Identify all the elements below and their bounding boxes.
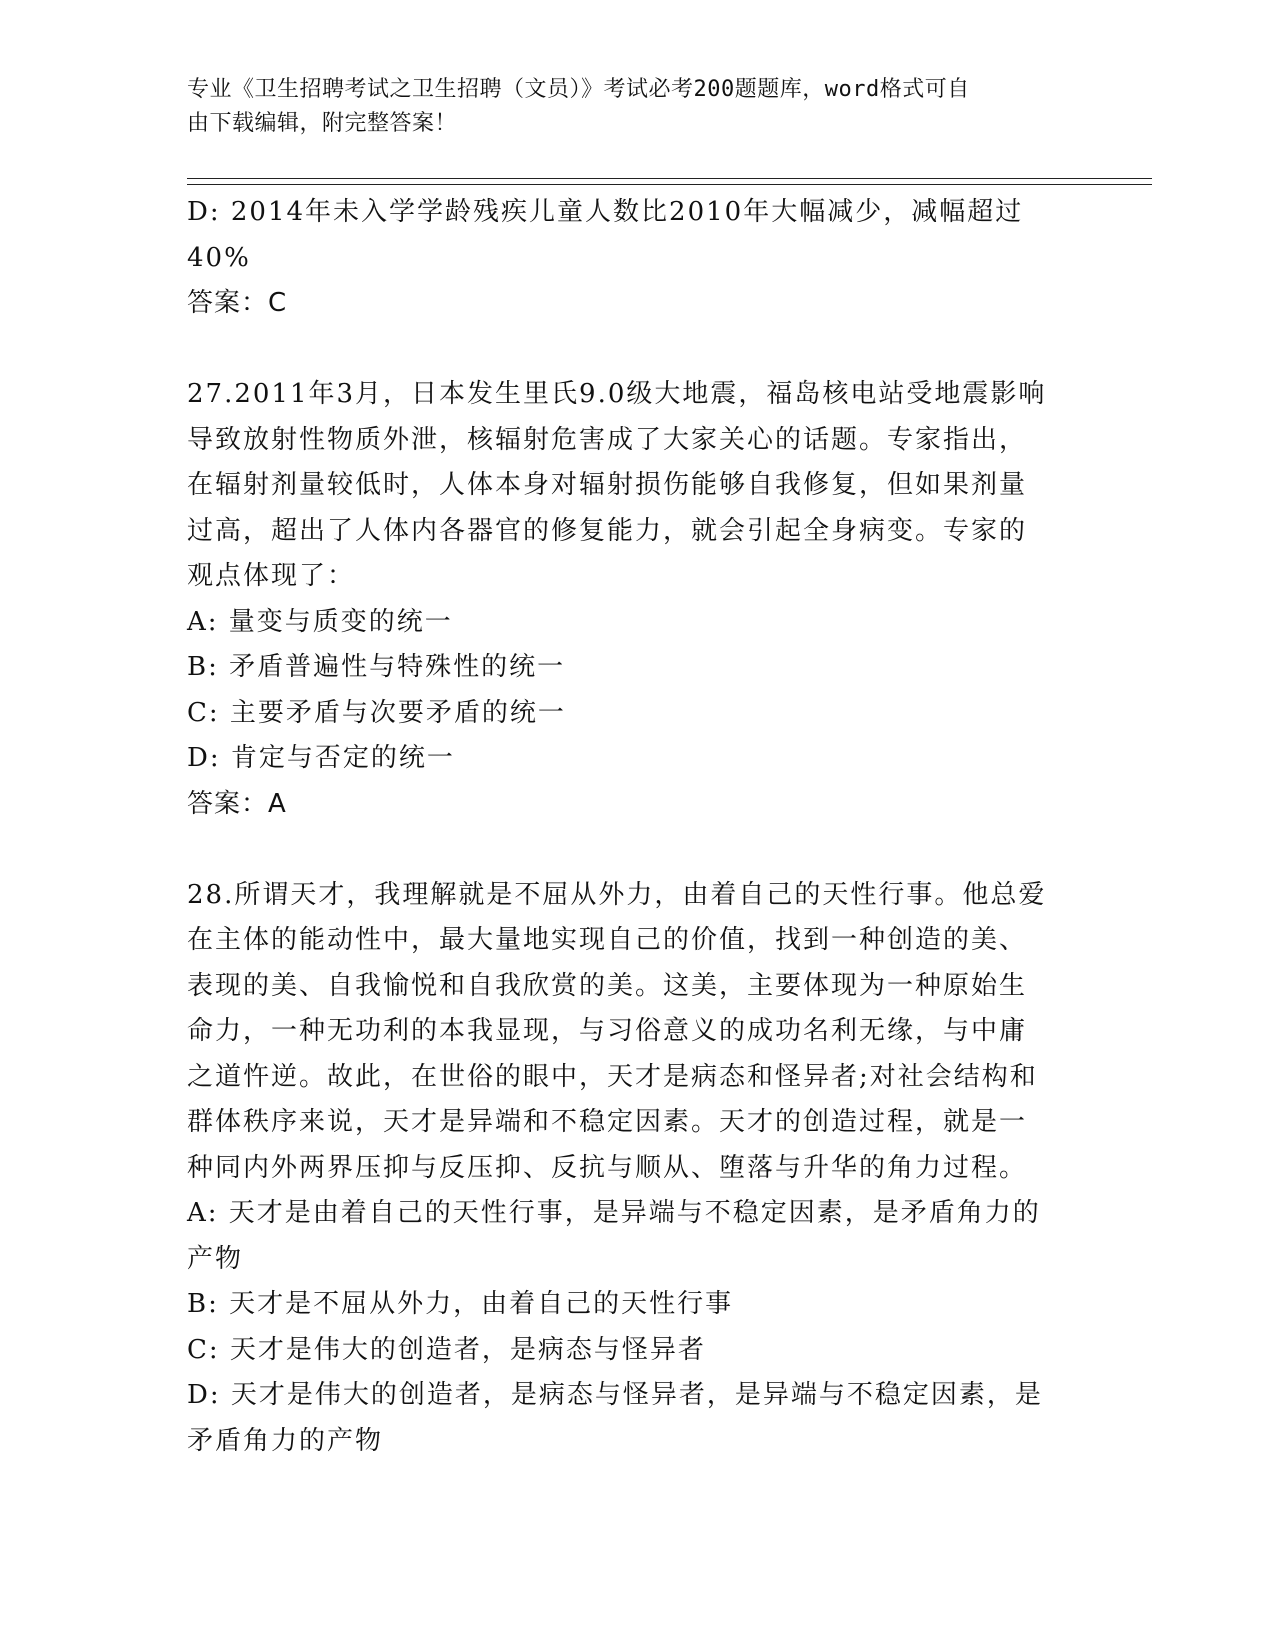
header-line-1: 专业《卫生招聘考试之卫生招聘（文员）》考试必考200题题库，word格式可自	[187, 77, 970, 102]
prev-option-d-line-1: D: 2014年未入学学龄残疾儿童人数比2010年大幅减少，减幅超过	[187, 197, 1024, 227]
q27-option-a: A: 量变与质变的统一	[187, 606, 453, 637]
q27-stem-line: 导致放射性物质外泄，核辐射危害成了大家关心的话题。专家指出，	[187, 424, 1028, 455]
document-body	[187, 190, 1087, 1464]
page-header	[187, 73, 1067, 141]
spacer	[187, 827, 1087, 873]
q28-stem-line: 在主体的能动性中，最大量地实现自己的价值，找到一种创造的美、	[187, 925, 1028, 955]
q28-stem-line: 表现的美、自我愉悦和自我欣赏的美。这美，主要体现为一种原始生	[187, 970, 1028, 1001]
q27-stem-line: 在辐射剂量较低时，人体本身对辐射损伤能够自我修复，但如果剂量	[187, 470, 1028, 500]
q27-stem-line: 观点体现了：	[187, 561, 356, 591]
prev-answer: 答案：C	[187, 288, 288, 318]
q28-option-a-line-1: A: 天才是由着自己的天性行事，是异端与不稳定因素，是矛盾角力的	[187, 1198, 1041, 1228]
q27-stem-line: 过高，超出了人体内各器官的修复能力，就会引起全身病变。专家的	[187, 515, 1028, 546]
q27-option-c: C: 主要矛盾与次要矛盾的统一	[187, 697, 566, 728]
spacer	[187, 327, 1087, 373]
q28-option-b: B: 天才是不屈从外力，由着自己的天性行事	[187, 1289, 734, 1319]
q28-stem-line: 之道忤逆。故此，在世俗的眼中，天才是病态和怪异者;对社会结构和	[187, 1061, 1038, 1092]
question-28	[187, 873, 1087, 1465]
q28-option-a-line-2: 产物	[187, 1243, 244, 1274]
q28-stem-line: 种同内外两界压抑与反压抑、反抗与顺从、堕落与升华的角力过程。	[187, 1152, 1028, 1183]
header-divider-top	[187, 178, 1152, 179]
header-divider-bottom	[187, 184, 1152, 185]
q28-option-d-line-1: D: 天才是伟大的创造者，是病态与怪异者，是异端与不稳定因素，是	[187, 1380, 1043, 1410]
q28-option-c: C: 天才是伟大的创造者，是病态与怪异者	[187, 1334, 706, 1365]
q28-stem-line: 28.所谓天才，我理解就是不屈从外力，由着自己的天性行事。他总爱	[187, 879, 1047, 910]
q27-option-d: D: 肯定与否定的统一	[187, 743, 455, 773]
q27-option-b: B: 矛盾普遍性与特殊性的统一	[187, 652, 566, 682]
q28-option-d-line-2: 矛盾角力的产物	[187, 1425, 384, 1456]
prev-option-d-line-2: 40%	[187, 242, 251, 273]
q28-stem-line: 群体秩序来说，天才是异端和不稳定因素。天才的创造过程，就是一	[187, 1107, 1028, 1137]
question-27	[187, 372, 1087, 827]
q27-answer: 答案：A	[187, 788, 287, 819]
q28-stem-line: 命力，一种无功利的本我显现，与习俗意义的成功名利无缘，与中庸	[187, 1016, 1028, 1046]
header-line-2: 由下载编辑，附完整答案！	[187, 111, 458, 136]
q27-stem-line: 27.2011年3月，日本发生里氏9.0级大地震，福岛核电站受地震影响	[187, 379, 1047, 409]
